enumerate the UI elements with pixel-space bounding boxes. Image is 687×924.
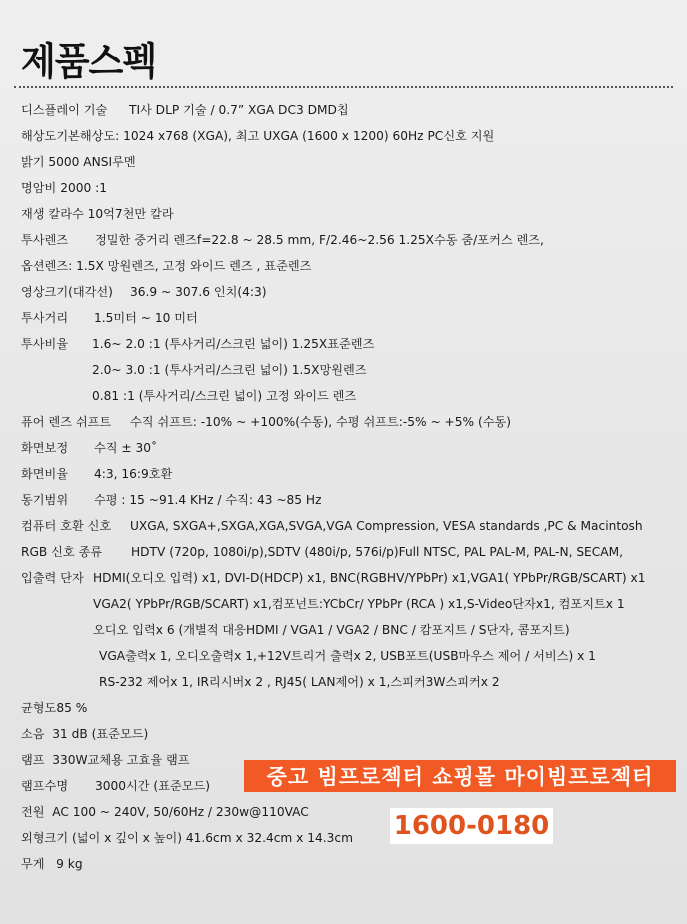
spec-throw-ratio [21,336,375,352]
spec-label: 영상크기(대각선) [21,285,113,299]
spec-label: 투사거리 [21,311,69,325]
shop-banner[interactable]: 중고 빔프로젝터 쇼핑몰 마이빔프로젝터 [244,760,676,792]
spec-brightness: 밝기 5000 ANSI루멘 [21,155,136,169]
spec-label: 동기범위 [21,493,69,507]
spec-value: 오디오 입력x 6 (개별적 대응HDMI / VGA1 / VGA2 / BNC / 캄포지트 / S단자, 콤포지트) [93,623,570,637]
spec-rgb-signals [21,544,623,560]
spec-option-lens: 옵션렌즈: 1.5X 망원렌즈, 고정 와이드 렌즈 , 표준렌즈 [21,259,312,273]
spec-label: 투사렌즈 [21,233,69,247]
spec-value: VGA2( YPbPr/RGB/SCART) x1,컴포넌트:YCbCr/ YPbPr (RCA ) x1,S-Video단자x1, 컴포지트x 1 [93,597,625,611]
spec-sync-range [21,492,322,508]
spec-value: 36.9 ~ 307.6 인치(4:3) [130,285,267,299]
spec-value: HDTV (720p, 1080i/p),SDTV (480i/p, 576i/p)Full NTSC, PAL PAL-M, PAL-N, SECAM, [131,545,623,559]
spec-label: 퓨어 렌즈 쉬프트 [21,415,112,429]
spec-value: 0.81 :1 (투사거리/스크린 넓이) 고정 와이드 렌즈 [92,389,357,403]
spec-uniformity: 균형도85 % [21,701,88,715]
spec-value: 수평 : 15 ~91.4 KHz / 수직: 43 ~85 Hz [94,493,322,507]
spec-io-ports [21,570,646,586]
spec-value: VGA출력x 1, 오디오출력x 1,+12V트리거 출력x 2, USB포트(USB마우스 제어 / 서비스) x 1 [99,649,596,663]
spec-value: 1.6~ 2.0 :1 (투사거리/스크린 넓이) 1.25X표준렌즈 [92,337,375,351]
spec-weight: 무게 9 kg [21,857,83,871]
spec-value: UXGA, SXGA+,SXGA,XGA,SVGA,VGA Compression, VESA standards ,PC & Macintosh [130,519,643,533]
spec-label: RGB 신호 종류 [21,545,103,559]
spec-lamp: 램프 330W교체용 고효율 램프 [21,753,190,767]
spec-value: TI사 DLP 기술 / 0.7” XGA DC3 DMD칩 [129,103,349,117]
spec-label: 화면보정 [21,441,69,455]
page-title: 제품스펙 [21,41,157,85]
spec-label: 입출력 단자 [21,571,84,585]
spec-value: HDMI(오디오 입력) x1, DVI-D(HDCP) x1, BNC(RGBHV/YPbPr) x1,VGA1( YPbPr/RGB/SCART) x1 [93,571,646,585]
spec-dimensions: 외형크기 (넓이 x 깊이 x 높이) 41.6cm x 32.4cm x 14.3cm [21,831,353,845]
spec-power: 전원 AC 100 ~ 240V, 50/60Hz / 230w@110VAC [21,805,309,819]
title-divider [14,86,673,88]
spec-value: 정밀한 중거리 렌즈f=22.8 ~ 28.5 mm, F/2.46~2.56 1.25X수동 줌/포커스 렌즈, [95,233,544,247]
spec-value: 수직 쉬프트: -10% ~ +100%(수동), 수평 쉬프트:-5% ~ +5% (수동) [130,415,512,429]
spec-aspect-ratio [21,466,173,482]
spec-value: 1.5미터 ~ 10 미터 [94,311,198,325]
spec-label: 디스플레이 기술 [21,103,108,117]
spec-lens-shift [21,414,512,430]
spec-label: 컴퓨터 호환 신호 [21,519,112,533]
spec-display-tech [21,102,349,118]
spec-contrast: 명암비 2000 :1 [21,181,107,195]
spec-value: 수직 ± 30˚ [94,441,158,455]
spec-lamp-life [21,778,211,794]
spec-computer-signals [21,518,643,534]
spec-colors: 재생 칼라수 10억7천만 칼라 [21,207,174,221]
spec-value: RS-232 제어x 1, IR리시버x 2 , RJ45( LAN제어) x 1,스피커3W스피커x 2 [99,675,500,689]
spec-resolution: 해상도기본해상도: 1024 x768 (XGA), 최고 UXGA (1600 x 1200) 60Hz PC신호 지원 [21,129,495,143]
spec-label: 화면비율 [21,467,69,481]
spec-value: 2.0~ 3.0 :1 (투사거리/스크린 넓이) 1.5X망원렌즈 [92,363,367,377]
spec-label: 투사비율 [21,337,69,351]
spec-noise: 소음 31 dB (표준모드) [21,727,149,741]
phone-number[interactable]: 1600-0180 [390,808,553,844]
spec-lens [21,232,544,248]
spec-throw-distance [21,310,198,326]
spec-value: 4:3, 16:9호환 [94,467,173,481]
spec-image-size [21,284,267,300]
spec-value: 3000시간 (표준모드) [95,779,211,793]
spec-keystone [21,440,158,456]
spec-label: 램프수명 [21,779,69,793]
